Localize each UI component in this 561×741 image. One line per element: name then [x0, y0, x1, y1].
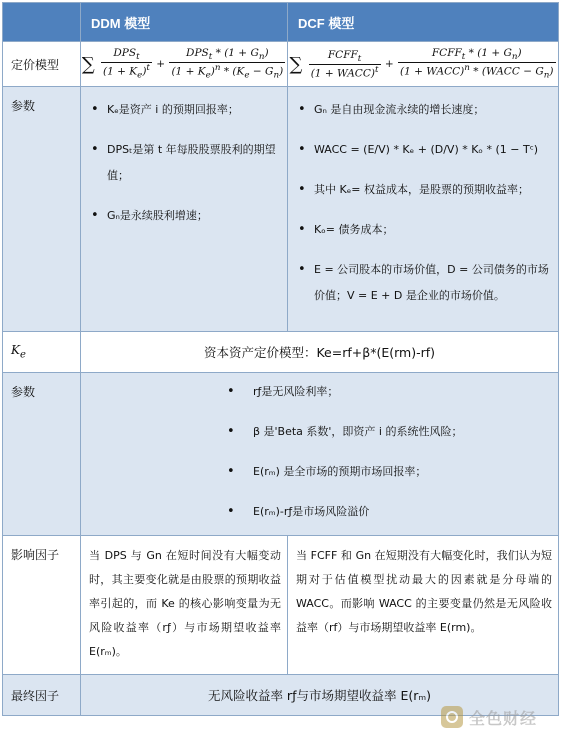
params-label: 参数: [3, 87, 81, 332]
list-item: • β 是'Beta 系数'，即资产 i 的系统性风险；: [253, 423, 550, 441]
capm-params-row: [3, 373, 559, 536]
ddm-params-list: [81, 87, 287, 251]
dcf-formula: ∑ $\frac{FCFF_t}{(1 + WACC)^t}$ + $\frac{FCFF_t * (1 + G_n)}{(1 + WACC)^n * (WACC - G_n)}$: [288, 42, 559, 87]
dcf-frac-2: $\frac{FCFF_t * (1 + G_n)}{(1 + WACC)^n * (WACC - G_n)}$: [400, 47, 554, 81]
ke-label: $K_e$: [3, 332, 81, 373]
capm-line: 资本资产定价模型：Ke=rf+β*(E(rm)-rf): [81, 332, 559, 373]
capm-params-cell: [81, 373, 559, 536]
final-label: 最终因子: [3, 675, 81, 716]
ddm-formula: ∑ $\frac{DPS_t}{(1 + K_e)^t}$ + $\frac{DPS_t * (1 + G_n)}{(1 + K_e)^n * (K_e - G_n)}$: [81, 42, 288, 87]
header-row: [3, 3, 559, 42]
watermark-logo-icon: [441, 706, 463, 728]
watermark: [441, 703, 551, 731]
params2-label: 参数: [3, 373, 81, 536]
sigma-symbol: ∑: [81, 53, 95, 75]
capm-params-list: [81, 373, 558, 535]
ddm-frac-2: $\frac{DPS_t * (1 + G_n)}{(1 + K_e)^n * (K_e - G_n)}$: [171, 47, 284, 81]
header-blank: [3, 3, 81, 42]
pricing-label: 定价模型: [3, 42, 81, 87]
list-item: • E(rₘ) 是全市场的预期市场回报率；: [253, 463, 550, 481]
list-item: • Kₒ= 债务成本；: [314, 217, 550, 243]
pricing-row: [3, 42, 559, 87]
list-item: • E = 公司股本的市场价值，D = 公司债务的市场价值；V = E + D 是企业的市场价值。: [314, 257, 550, 309]
list-item: • Gₙ 是自由现金流永续的增长速度；: [314, 97, 550, 123]
comparison-table: [2, 2, 559, 716]
list-item: • E(rₘ)-rƒ是市场风险溢价: [253, 503, 550, 521]
list-item: • Kₑ是资产 i 的预期回报率；: [107, 97, 279, 123]
ddm-frac-1: $\frac{DPS_t}{(1 + K_e)^t}$: [103, 47, 150, 81]
dcf-params-cell: [288, 87, 559, 332]
watermark-text: 全色财经: [469, 708, 538, 728]
list-item: • Gₙ是永续股利增速；: [107, 203, 279, 229]
dcf-factors: 当 FCFF 和 Gn 在短期没有大幅变化时，我们认为短期对于估值模型扰动最大的因素就是分母端的 WACC。而影响 WACC 的主要变量仍然是无风险收益率（rf）与市场期望收益率 E(rm)。: [288, 536, 559, 675]
factors-row: [3, 536, 559, 675]
dcf-frac-1: $\frac{FCFF_t}{(1 + WACC)^t}$: [310, 48, 379, 80]
header-dcf: DCF 模型: [288, 3, 559, 42]
ke-row: [3, 332, 559, 373]
list-item: • WACC = (E/V) * Kₑ + (D/V) * Kₒ * (1 − Tᶜ): [314, 137, 550, 163]
ddm-factors: 当 DPS 与 Gn 在短时间没有大幅变动时，其主要变化就是由股票的预期收益率引起的，而 Ke 的核心影响变量为无风险收益率（rƒ）与市场期望收益率 E(rₘ)。: [81, 536, 288, 675]
header-ddm: DDM 模型: [81, 3, 288, 42]
list-item: • DPSₜ是第 t 年每股股票股利的期望值；: [107, 137, 279, 189]
final-factor: 无风险收益率 rƒ与市场期望收益率 E(rₘ): [81, 675, 559, 716]
factors-label: 影响因子: [3, 536, 81, 675]
ddm-params-cell: [81, 87, 288, 332]
sigma-symbol-dcf: ∑: [289, 53, 303, 75]
list-item: • 其中 Kₑ= 权益成本，是股票的预期收益率；: [314, 177, 550, 203]
dcf-params-list: [288, 87, 558, 331]
params-row: [3, 87, 559, 332]
list-item: • rƒ是无风险利率；: [253, 383, 550, 401]
